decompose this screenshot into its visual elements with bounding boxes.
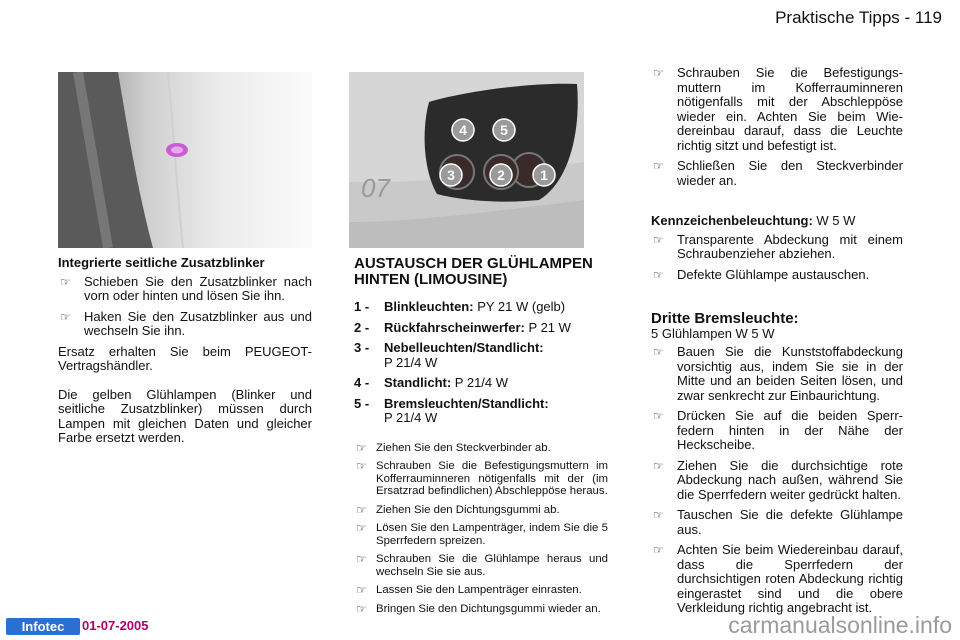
hand-pointing-icon: ☞: [653, 345, 664, 359]
hand-pointing-icon: ☞: [653, 458, 664, 473]
list-item: ☞ Achten Sie beim Wiedereinbau darauf, dass die Sperrfedern der durchsichtigen roten Abdeckung richtig eingerastet sind und die obere Verkleidung richtig angebracht ist.: [653, 542, 903, 615]
hand-pointing-icon: ☞: [356, 552, 367, 566]
plate-light-heading: Kennzeichenbeleuchtung: W 5 W: [651, 213, 856, 228]
column-side-indicator: [58, 256, 312, 450]
list-item: ☞ Drücken Sie auf die beiden Sperrfedern hinten in der Nähe der Heckscheibe.: [653, 408, 903, 452]
infotec-logo: Infotec: [6, 618, 80, 635]
list-item: ☞ Schieben Sie den Zusatzblinker nach vorn oder hinten und lösen Sie ihn.: [60, 273, 312, 303]
callout-5: [493, 119, 515, 141]
hand-pointing-icon: ☞: [356, 502, 367, 517]
column-rear-lamps: [354, 256, 608, 621]
list-item: ☞ Bauen Sie die Kunststoffabdeckung vorsichtig aus, indem Sie sie in der Mitte und an beiden Seiten lösen, und zwar senkrecht zur Einbaurichtung.: [653, 344, 903, 403]
lamp-item: 3 - Nebelleuchten/Standlicht: P 21/4 W: [354, 340, 544, 370]
rear-light-photo: [349, 72, 584, 248]
svg-text:5: 5: [500, 122, 508, 138]
hand-pointing-icon: ☞: [653, 508, 664, 522]
lamp-item: 2 - Rückfahrscheinwerfer: P 21 W: [354, 319, 571, 335]
hand-pointing-icon: ☞: [356, 521, 367, 535]
callout-1: [533, 164, 555, 186]
section-heading: AUSTAUSCH DER GLÜHLAMPEN HINTEN (LIMOUSINE): [354, 255, 593, 288]
callout-4: [452, 119, 474, 141]
hand-pointing-icon: ☞: [653, 267, 664, 282]
footer-date: 01-07-2005: [82, 618, 149, 633]
hand-pointing-icon: ☞: [653, 543, 664, 557]
callout-2: [490, 164, 512, 186]
hand-pointing-icon: ☞: [653, 409, 664, 423]
hand-pointing-icon: ☞: [60, 274, 71, 289]
list-item: ☞ Ziehen Sie die durchsichtige rote Abdeckung nach außen, während Sie die Sperrfedern weiter gedrückt halten.: [653, 457, 903, 502]
lamp-item: 1 - Blinkleuchten: PY 21 W (gelb): [354, 299, 566, 314]
section-heading: Integrierte seitliche Zusatzblinker: [58, 255, 265, 270]
side-indicator-photo: [58, 72, 312, 248]
svg-text:4: 4: [459, 122, 467, 138]
list-item: ☞ Tauschen Sie die defekte Glühlampe aus.: [653, 507, 903, 537]
list-item: ☞ Haken Sie den Zusatzblinker aus und wechseln Sie ihn.: [60, 308, 312, 338]
hand-pointing-icon: ☞: [356, 601, 367, 616]
hand-pointing-icon: ☞: [356, 583, 367, 597]
lamp-item: 4 - Standlicht: P 21/4 W: [354, 375, 509, 390]
hand-pointing-icon: ☞: [356, 440, 367, 455]
page-title: Praktische Tipps - 119: [775, 8, 942, 27]
svg-text:2: 2: [497, 167, 505, 183]
hand-pointing-icon: ☞: [60, 309, 71, 324]
hand-pointing-icon: ☞: [653, 159, 664, 173]
section-heading: Dritte Bremsleuchte:: [651, 310, 799, 327]
svg-text:1: 1: [540, 167, 548, 183]
hand-pointing-icon: ☞: [653, 232, 664, 247]
list-item: ☞ Transparente Abdeckung mit einem Schraubenzieher abziehen.: [653, 231, 903, 261]
list-item: ☞ Schrauben Sie die Glühlampe heraus und wechseln Sie sie aus.: [356, 552, 608, 578]
model-badge: 07: [361, 173, 390, 203]
column-plate-and-brake: [651, 66, 903, 622]
list-item: ☞ Schrauben Sie die Befestigungsmuttern im Kofferrauminneren nötigenfalls mit der (im Ersatzrad befindlichen) Abschleppöse heraus.: [356, 459, 608, 497]
paragraph: 5 Glühlampen W 5 W: [651, 325, 775, 341]
list-item: ☞ Schließen Sie den Steckverbinder wieder an.: [653, 158, 903, 188]
list-item: ☞ Bringen Sie den Dichtungsgummi wieder an.: [356, 601, 601, 616]
lamp-item: 5 - Bremsleuchten/Standlicht: P 21/4 W: [354, 395, 549, 425]
list-item: ☞ Schrauben Sie die Befestigungsmuttern im Kofferrauminneren nötigenfalls mit der Abschleppöse wieder ein. Achten Sie beim Wiedereinbau darauf, dass die Leuchte richtig sitzt und befestigt ist.: [653, 65, 903, 153]
paragraph: Die gelben Glühlampen (Blinker und seitliche Zusatzblinker) müssen durch Lampen mit gleichen Daten und gleicher Farbe ersetzt werden.: [58, 386, 312, 445]
hand-pointing-icon: ☞: [653, 66, 664, 80]
hand-pointing-icon: ☞: [356, 459, 367, 473]
svg-text:3: 3: [447, 167, 455, 183]
list-item: ☞ Lassen Sie den Lampenträger einrasten.: [356, 583, 582, 597]
list-item: ☞ Defekte Glühlampe austauschen.: [653, 266, 870, 282]
list-item: ☞ Ziehen Sie den Dichtungsgummi ab.: [356, 502, 560, 517]
list-item: ☞ Lösen Sie den Lampenträger, indem Sie die 5 Sperrfedern spreizen.: [356, 521, 608, 547]
watermark: carmanualsonline.info: [728, 612, 952, 638]
paragraph: Ersatz erhalten Sie beim PEUGEOT-Vertragshändler.: [58, 343, 312, 373]
callout-3: [440, 164, 462, 186]
list-item: ☞ Ziehen Sie den Steckverbinder ab.: [356, 440, 551, 455]
